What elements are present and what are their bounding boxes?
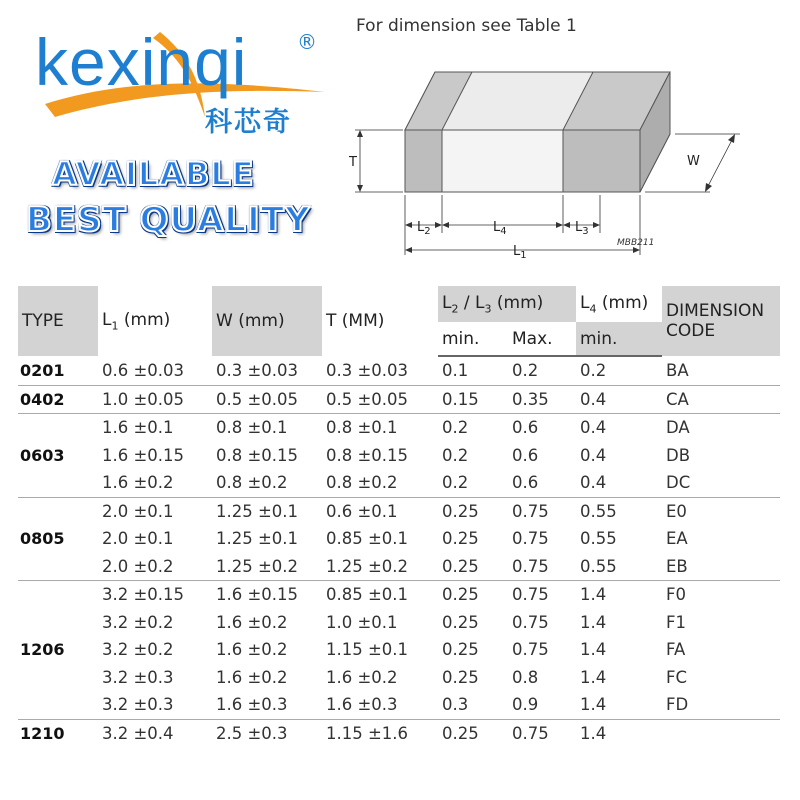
cell-type: 0201: [18, 356, 98, 385]
cell-l1: 3.2 ±0.3: [98, 691, 212, 719]
cell-l23min: 0.25: [442, 501, 479, 521]
cell-l23min: 0.25: [442, 667, 479, 687]
cell-l23max: 0.75: [508, 553, 576, 581]
cell-l23min: 0.1: [438, 356, 508, 385]
cell-t: 1.15 ±1.6: [326, 723, 409, 743]
left-terminal-front: [405, 130, 442, 192]
dim-label-t: T: [349, 155, 357, 170]
cell-type: 1210: [20, 723, 65, 743]
cell-l4min: 0.55: [580, 501, 617, 521]
cell-t: 0.8 ±0.15: [326, 445, 409, 465]
table-row: [18, 581, 780, 609]
cell-w: 1.6 ±0.2: [216, 667, 288, 687]
cell-l23max: 0.75: [512, 585, 549, 605]
cell-l1: 3.2 ±0.15: [102, 585, 185, 605]
cell-w: 2.5 ±0.3: [216, 723, 288, 743]
cell-l23max: 0.35: [508, 385, 576, 414]
cell-l1: 3.2 ±0.2: [102, 612, 174, 632]
cell-l23min: 0.25: [442, 723, 479, 743]
header-l4-min: min.: [576, 322, 662, 356]
cell-l23max: 0.6: [512, 445, 539, 465]
table-row: [18, 497, 780, 525]
cell-l23min: 0.2: [442, 445, 469, 465]
table-row: [18, 356, 780, 385]
cell-w: 0.8 ±0.15: [216, 445, 299, 465]
cell-code: FA: [666, 640, 686, 660]
table-row: [18, 636, 780, 664]
cell-l23min: 0.2: [442, 418, 469, 438]
cell-t: 0.85 ±0.1: [326, 529, 409, 549]
cell-w: 1.6 ±0.15: [216, 585, 299, 605]
cell-l23min: 0.25: [442, 585, 479, 605]
header-l23-min: min.: [438, 322, 508, 356]
cell-l23max: 0.8: [512, 667, 539, 687]
header-type: TYPE: [18, 286, 98, 356]
cell-l1: 3.2 ±0.4: [102, 723, 174, 743]
available-banner: AVAILABLE: [52, 155, 255, 193]
header-w: W (mm): [212, 286, 322, 356]
table-row: [18, 719, 780, 747]
cell-code: BA: [662, 356, 780, 385]
cell-t: 1.6 ±0.3: [322, 691, 438, 719]
cell-l1: 3.2 ±0.2: [102, 640, 174, 660]
cell-t: 0.3 ±0.03: [322, 356, 438, 385]
cell-w: 1.25 ±0.1: [216, 501, 299, 521]
best-quality-banner: BEST QUALITY: [26, 200, 311, 240]
dim-label-l4: $L_4$: [493, 220, 507, 237]
cell-w: 1.25 ±0.2: [212, 553, 322, 581]
table-body: [18, 356, 780, 747]
table-row: [18, 442, 780, 470]
table-header-row: [18, 286, 780, 322]
cell-l23min: 0.25: [442, 640, 479, 660]
cell-t: 0.85 ±0.1: [326, 585, 409, 605]
header-l2-l3: $L_2 / L_3$ (mm): [438, 286, 576, 322]
cell-type: 0805: [18, 497, 98, 581]
table-row: [18, 691, 780, 719]
cell-l23max: 0.75: [512, 640, 549, 660]
cell-l4min: 1.4: [580, 640, 607, 660]
cell-type: 0603: [18, 414, 98, 498]
registered-mark: ®: [297, 30, 317, 54]
cell-w: 1.25 ±0.1: [216, 529, 299, 549]
cell-w: 0.3 ±0.03: [212, 356, 322, 385]
table-row: [18, 553, 780, 581]
cell-code: E0: [666, 501, 687, 521]
dim-label-l3: $L_3$: [575, 220, 589, 237]
cell-type: 1206: [18, 581, 98, 720]
cell-t: 1.25 ±0.2: [322, 553, 438, 581]
brand-logo: [25, 22, 345, 138]
cell-l1: 1.0 ±0.05: [98, 385, 212, 414]
cell-l1: 3.2 ±0.3: [102, 667, 174, 687]
cell-l23max: 0.9: [508, 691, 576, 719]
cell-l23min: 0.15: [438, 385, 508, 414]
cell-l23max: 0.2: [508, 356, 576, 385]
cell-l23min: 0.2: [438, 469, 508, 497]
cell-t: 0.8 ±0.1: [326, 418, 398, 438]
header-l23-max: Max.: [508, 322, 576, 356]
cell-type: 0402: [18, 385, 98, 414]
header-l1: $L_1$ (mm): [98, 286, 212, 356]
cell-l23max: 0.75: [512, 529, 549, 549]
cell-t: 1.6 ±0.2: [326, 667, 398, 687]
cell-l23min: 0.25: [442, 612, 479, 632]
table-row: [18, 525, 780, 553]
cell-l1: 1.6 ±0.1: [102, 418, 174, 438]
cell-l4min: 1.4: [580, 723, 607, 743]
logo-wordmark: kexinqi: [35, 25, 248, 99]
cell-l1: 2.0 ±0.1: [102, 529, 174, 549]
table-row: [18, 609, 780, 637]
cell-l4min: 0.55: [576, 553, 662, 581]
cell-w: 0.8 ±0.2: [212, 469, 322, 497]
cell-code: DA: [666, 418, 690, 438]
dim-label-l2: $L_2$: [417, 220, 431, 237]
right-terminal-front: [563, 130, 640, 192]
cell-w: 1.6 ±0.2: [216, 612, 288, 632]
dim-label-l1: $L_1$: [513, 244, 527, 261]
header-dimension-code: DIMENSION CODE: [662, 286, 780, 356]
cell-l4min: 0.4: [580, 418, 607, 438]
cell-code: F1: [666, 612, 686, 632]
cell-l4min: 0.4: [580, 445, 607, 465]
cell-l4min: 0.4: [576, 469, 662, 497]
cell-l4min: 1.4: [580, 585, 607, 605]
capacitor-diagram: [345, 55, 745, 270]
cell-l23min: 0.25: [442, 529, 479, 549]
cell-w: 1.6 ±0.2: [216, 640, 288, 660]
dimension-note: For dimension see Table 1: [356, 16, 577, 36]
cell-l23max: 0.75: [512, 501, 549, 521]
cell-l1: 2.0 ±0.2: [98, 553, 212, 581]
cell-l1: 0.6 ±0.03: [98, 356, 212, 385]
cell-code: EA: [666, 529, 688, 549]
cell-l4min: 0.4: [576, 385, 662, 414]
cell-t: 0.8 ±0.2: [322, 469, 438, 497]
table-row: [18, 414, 780, 442]
header-l4: $L_4$ (mm): [576, 286, 662, 322]
cell-code: DC: [662, 469, 780, 497]
cell-code: CA: [662, 385, 780, 414]
cell-l1: 1.6 ±0.2: [98, 469, 212, 497]
cell-l23max: 0.6: [508, 469, 576, 497]
dim-label-w: W: [687, 154, 700, 169]
table-row: [18, 664, 780, 692]
cell-code: F0: [666, 585, 686, 605]
cell-l4min: 0.2: [576, 356, 662, 385]
cell-t: 0.6 ±0.1: [326, 501, 398, 521]
cell-code: [662, 719, 780, 747]
cell-l4min: 1.4: [580, 612, 607, 632]
cell-l4min: 0.55: [580, 529, 617, 549]
cell-t: 1.15 ±0.1: [326, 640, 409, 660]
table-row: [18, 385, 780, 414]
drawing-code: MBB211: [617, 238, 655, 248]
logo-chinese-name: 科芯奇: [205, 107, 292, 138]
cell-l23max: 0.75: [512, 612, 549, 632]
cell-l1: 2.0 ±0.1: [102, 501, 174, 521]
cell-code: FC: [666, 667, 688, 687]
cell-l23max: 0.6: [512, 418, 539, 438]
cell-w: 0.8 ±0.1: [216, 418, 288, 438]
cell-t: 0.5 ±0.05: [322, 385, 438, 414]
cell-code: FD: [662, 691, 780, 719]
header-t: T (MM): [322, 286, 438, 356]
cell-l4min: 1.4: [580, 667, 607, 687]
cell-code: DB: [666, 445, 691, 465]
cell-l23max: 0.75: [512, 723, 549, 743]
cell-l1: 1.6 ±0.15: [102, 445, 185, 465]
table-row: [18, 469, 780, 497]
cell-l23min: 0.25: [438, 553, 508, 581]
cell-w: 0.5 ±0.05: [212, 385, 322, 414]
cell-l23min: 0.3: [438, 691, 508, 719]
cell-w: 1.6 ±0.3: [212, 691, 322, 719]
cell-t: 1.0 ±0.1: [326, 612, 398, 632]
dimension-table: [18, 286, 780, 747]
cell-code: EB: [662, 553, 780, 581]
cell-l4min: 1.4: [576, 691, 662, 719]
